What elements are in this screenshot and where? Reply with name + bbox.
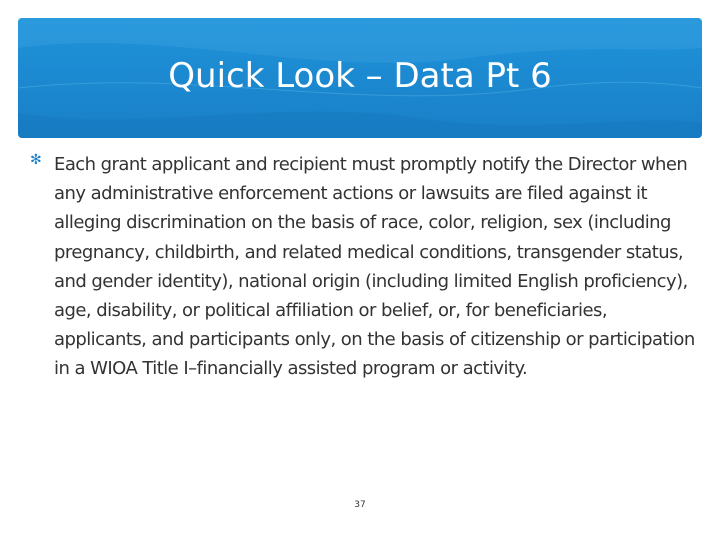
slide-title: Quick Look – Data Pt 6 <box>168 56 552 96</box>
bullet-text: Each grant applicant and recipient must promptly notify the Director when any administrative enforcement actions or lawsuits are filed against it alleging discrimination on the basis of race, color, religion, sex (including pregnancy, childbirth, and related medical conditions, transgender status, and gender identity), national origin (including limited English proficiency), age, disability, or political affiliation or belief, or, for beneficiaries, applicants, and participants only, on the basis of citizenship or participation in a WIOA Title I–financially assisted program or activity. <box>54 154 695 380</box>
page-number: 37 <box>354 500 366 510</box>
title-banner <box>18 18 702 138</box>
asterisk-bullet-icon: ✻ <box>30 152 42 168</box>
